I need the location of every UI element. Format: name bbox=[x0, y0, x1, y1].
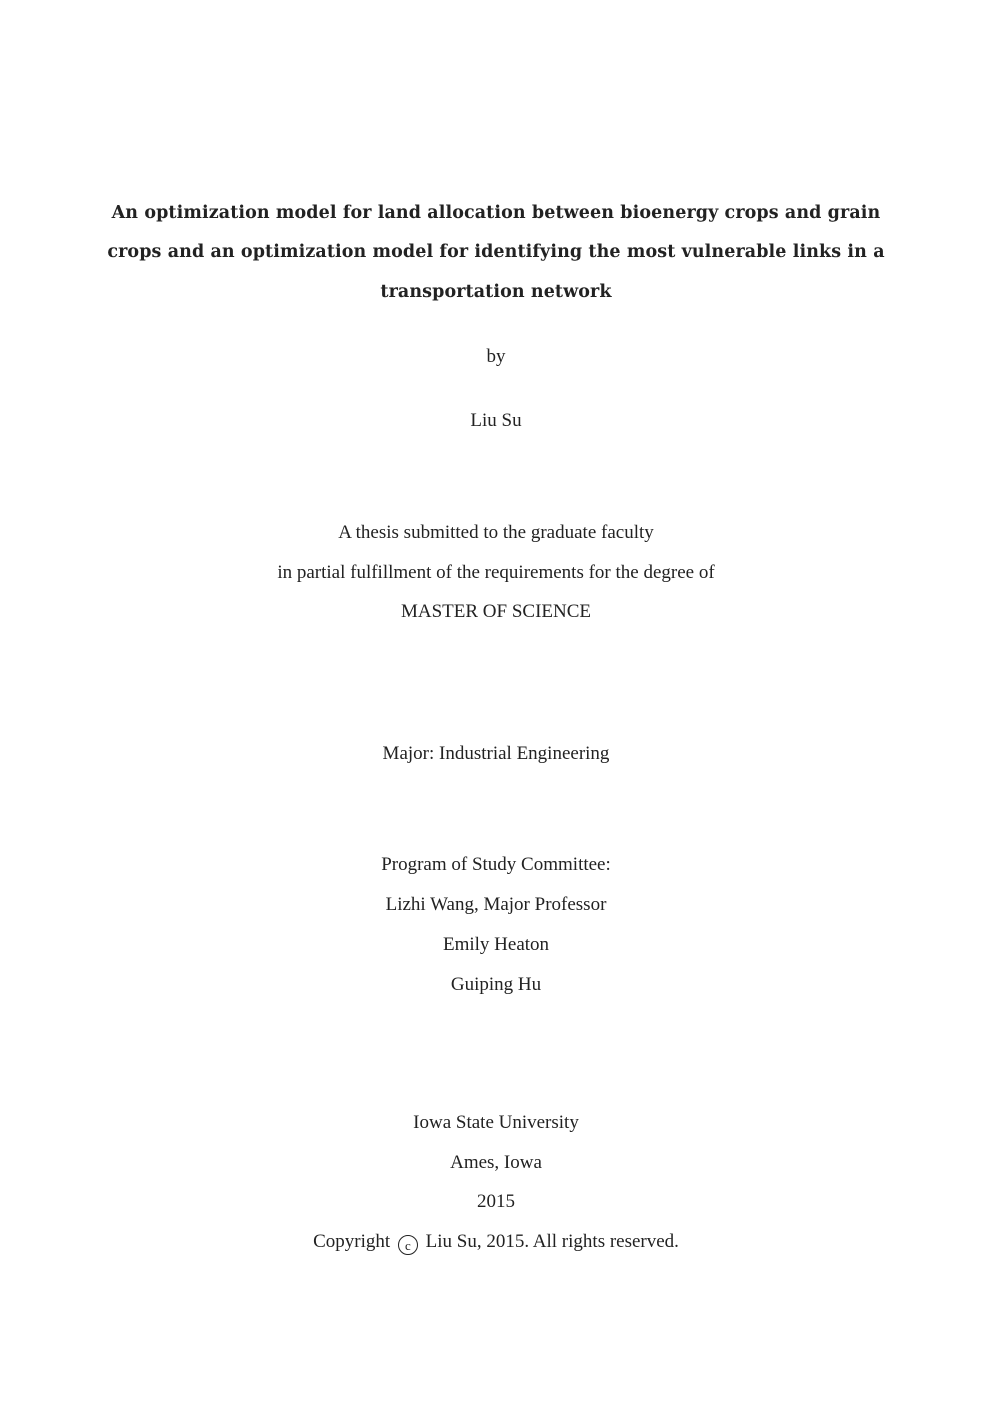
committee-member: Lizhi Wang, Major Professor bbox=[385, 894, 607, 915]
copyright-text: Liu Su, 2015. All rights reserved. bbox=[425, 1231, 679, 1252]
committee-heading: Program of Study Committee: bbox=[381, 854, 611, 875]
year: 2015 bbox=[477, 1191, 515, 1212]
degree-name: MASTER OF SCIENCE bbox=[400, 601, 592, 622]
copyright-symbol-icon: c bbox=[398, 1235, 418, 1255]
by-label: by bbox=[486, 346, 506, 367]
university-name: Iowa State University bbox=[413, 1112, 579, 1133]
submission-line-1: A thesis submitted to the graduate faculty bbox=[338, 522, 654, 543]
title-line-1: An optimization model for land allocation between bioenergy crops and grain bbox=[111, 203, 881, 223]
title-line-3: transportation network bbox=[380, 282, 612, 302]
committee-member: Emily Heaton bbox=[442, 934, 550, 955]
copyright-notice bbox=[0, 1230, 992, 1255]
submission-line-2: in partial fulfillment of the requirements for the degree of bbox=[277, 562, 715, 583]
major: Major: Industrial Engineering bbox=[382, 743, 610, 764]
author-name: Liu Su bbox=[470, 410, 522, 431]
university-location: Ames, Iowa bbox=[450, 1152, 542, 1173]
committee-member: Guiping Hu bbox=[450, 974, 542, 995]
title-line-2: crops and an optimization model for identifying the most vulnerable links in a bbox=[107, 242, 885, 262]
copyright-prefix: Copyright bbox=[313, 1231, 391, 1252]
